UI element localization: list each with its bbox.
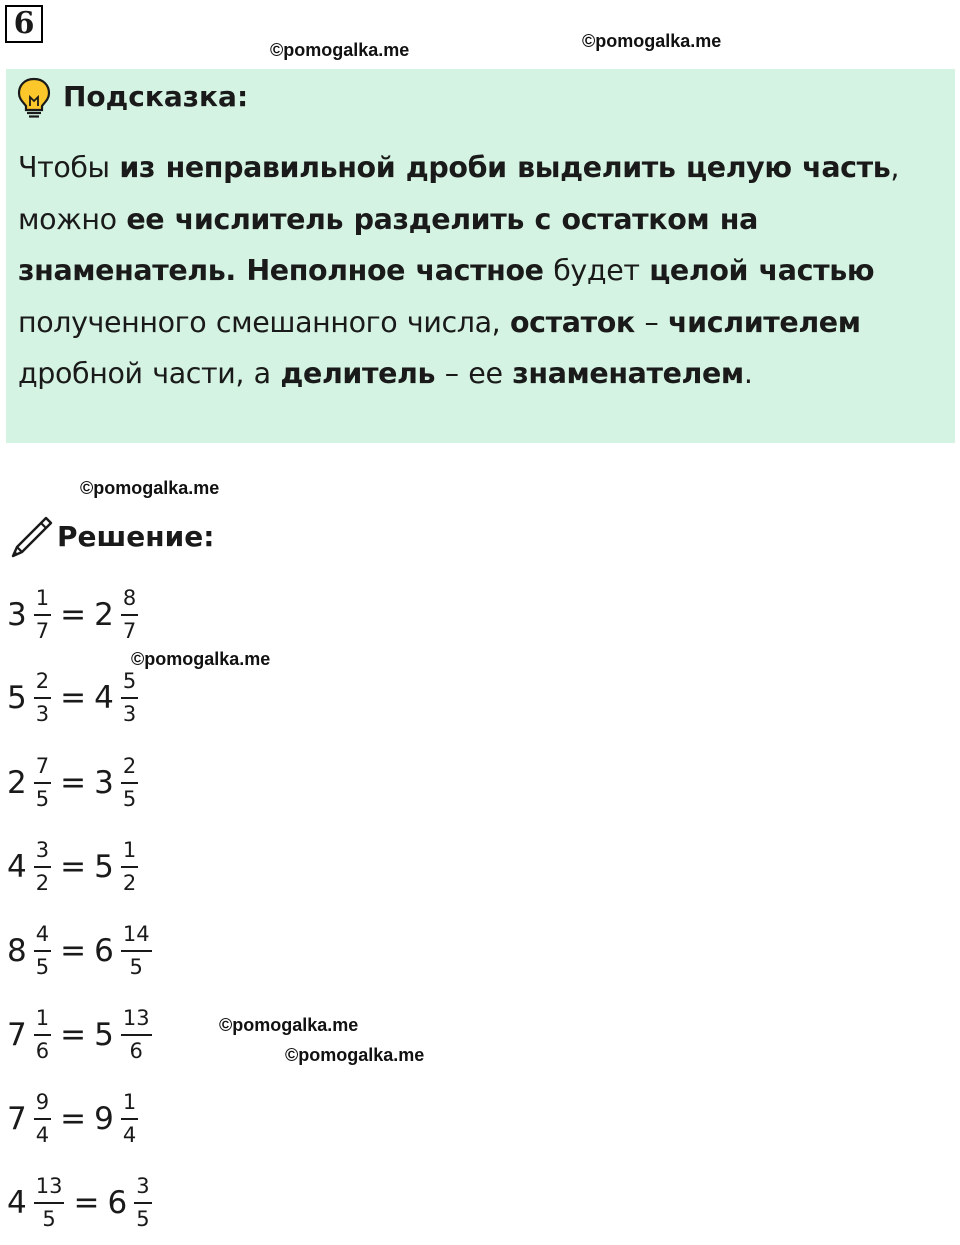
denominator: 5 <box>35 787 50 811</box>
watermark: ©pomogalka.me <box>131 649 271 669</box>
whole-part: 8 <box>7 933 27 969</box>
hint-text-run: – <box>634 305 668 339</box>
denominator: 6 <box>35 1039 50 1063</box>
fraction-bar <box>121 1034 152 1036</box>
fraction-bar <box>134 1202 151 1204</box>
fraction <box>33 1174 66 1232</box>
hint-text-bold: ее числитель разделить с остатком на знаменатель. Неполное частное <box>18 202 758 287</box>
equation <box>7 839 139 895</box>
whole-part: 4 <box>7 1185 27 1221</box>
fraction <box>33 669 52 727</box>
equals-sign: = <box>60 765 87 801</box>
equals-sign: = <box>60 1017 87 1053</box>
numerator: 3 <box>136 1174 150 1198</box>
fraction <box>33 838 52 896</box>
fraction <box>120 754 139 812</box>
fraction <box>120 586 139 644</box>
equation <box>7 670 139 726</box>
fraction-bar <box>34 1118 51 1120</box>
fraction <box>120 669 139 727</box>
fraction-bar <box>121 1118 138 1120</box>
pencil-icon <box>8 515 54 561</box>
whole-part: 7 <box>7 1017 27 1053</box>
numerator: 14 <box>122 922 150 946</box>
fraction <box>133 1174 152 1232</box>
hint-text-run: , можно <box>18 151 900 236</box>
fraction <box>120 1090 139 1148</box>
solution-title: Решение: <box>57 520 215 553</box>
hint-text-run: Чтобы <box>18 151 120 184</box>
whole-part: 5 <box>7 680 27 716</box>
fraction-bar <box>34 866 51 868</box>
whole-part: 4 <box>94 680 114 716</box>
numerator: 9 <box>35 1090 50 1114</box>
denominator: 5 <box>42 1207 56 1231</box>
watermark: ©pomogalka.me <box>270 40 410 60</box>
whole-part: 3 <box>94 765 114 801</box>
task-number: 6 <box>5 5 43 43</box>
whole-part: 6 <box>94 933 114 969</box>
denominator: 5 <box>129 955 143 979</box>
numerator: 13 <box>35 1174 63 1198</box>
fraction-bar <box>34 950 51 952</box>
hint-text-bold: целой частью <box>649 254 875 287</box>
fraction <box>33 586 52 644</box>
equation <box>7 923 153 979</box>
fraction-bar <box>34 1202 65 1204</box>
hint-text-bold: знаменателем <box>512 357 744 390</box>
whole-part: 4 <box>7 849 27 885</box>
whole-part: 2 <box>7 765 27 801</box>
fraction-bar <box>34 697 51 699</box>
fraction-bar <box>34 1034 51 1036</box>
fraction <box>120 922 153 980</box>
numerator: 2 <box>35 669 50 693</box>
denominator: 7 <box>122 619 137 643</box>
equation <box>7 1007 153 1063</box>
watermark: ©pomogalka.me <box>80 478 220 498</box>
denominator: 4 <box>35 1123 50 1147</box>
fraction-bar <box>121 950 152 952</box>
numerator: 1 <box>122 838 137 862</box>
numerator: 2 <box>122 754 137 778</box>
equals-sign: = <box>60 933 87 969</box>
equals-sign: = <box>60 597 87 633</box>
whole-part: 3 <box>7 597 27 633</box>
denominator: 7 <box>35 619 50 643</box>
hint-title: Подсказка: <box>63 80 249 113</box>
fraction-bar <box>34 614 51 616</box>
watermark: ©pomogalka.me <box>285 1045 425 1065</box>
watermark: ©pomogalka.me <box>582 31 722 51</box>
lightbulb-icon <box>15 76 53 120</box>
hint-text <box>18 142 938 400</box>
denominator: 3 <box>122 702 137 726</box>
whole-part: 5 <box>94 849 114 885</box>
equals-sign: = <box>60 1101 87 1137</box>
numerator: 5 <box>122 669 137 693</box>
numerator: 1 <box>35 586 50 610</box>
fraction <box>33 1090 52 1148</box>
hint-text-bold: делитель <box>280 357 436 390</box>
fraction <box>33 922 52 980</box>
numerator: 7 <box>35 754 50 778</box>
numerator: 4 <box>35 922 50 946</box>
hint-text-run: – ее <box>435 357 513 390</box>
whole-part: 9 <box>94 1101 114 1137</box>
whole-part: 6 <box>107 1185 128 1221</box>
whole-part: 7 <box>7 1101 27 1137</box>
equation <box>7 587 139 643</box>
numerator: 13 <box>122 1006 150 1030</box>
hint-text-bold: из неправильной дроби выделить целую часть <box>119 151 891 184</box>
fraction <box>33 754 52 812</box>
equation <box>7 1091 139 1147</box>
hint-text-run: . <box>743 357 753 390</box>
equals-sign: = <box>73 1185 100 1221</box>
equation <box>7 1175 153 1231</box>
fraction-bar <box>121 782 138 784</box>
fraction <box>120 838 139 896</box>
watermark: ©pomogalka.me <box>219 1015 359 1035</box>
numerator: 1 <box>35 1006 50 1030</box>
denominator: 5 <box>122 787 137 811</box>
fraction <box>120 1006 153 1064</box>
numerator: 8 <box>122 586 137 610</box>
hint-text-run: дробной части, а <box>18 357 281 390</box>
equation <box>7 755 139 811</box>
fraction <box>33 1006 52 1064</box>
denominator: 4 <box>122 1123 137 1147</box>
fraction-bar <box>121 866 138 868</box>
denominator: 5 <box>136 1207 150 1231</box>
equals-sign: = <box>60 680 87 716</box>
fraction-bar <box>121 697 138 699</box>
denominator: 6 <box>129 1039 143 1063</box>
numerator: 3 <box>35 838 50 862</box>
denominator: 2 <box>122 871 137 895</box>
fraction-bar <box>34 782 51 784</box>
denominator: 2 <box>35 871 50 895</box>
hint-text-run: полученного смешанного числа, <box>18 305 510 339</box>
whole-part: 5 <box>94 1017 114 1053</box>
equals-sign: = <box>60 849 87 885</box>
hint-text-run: будет <box>543 254 650 287</box>
denominator: 5 <box>35 955 50 979</box>
hint-text-bold: числителем <box>668 305 861 339</box>
denominator: 3 <box>35 702 50 726</box>
fraction-bar <box>121 614 138 616</box>
hint-text-bold: остаток <box>509 305 635 339</box>
whole-part: 2 <box>94 597 114 633</box>
numerator: 1 <box>122 1090 137 1114</box>
